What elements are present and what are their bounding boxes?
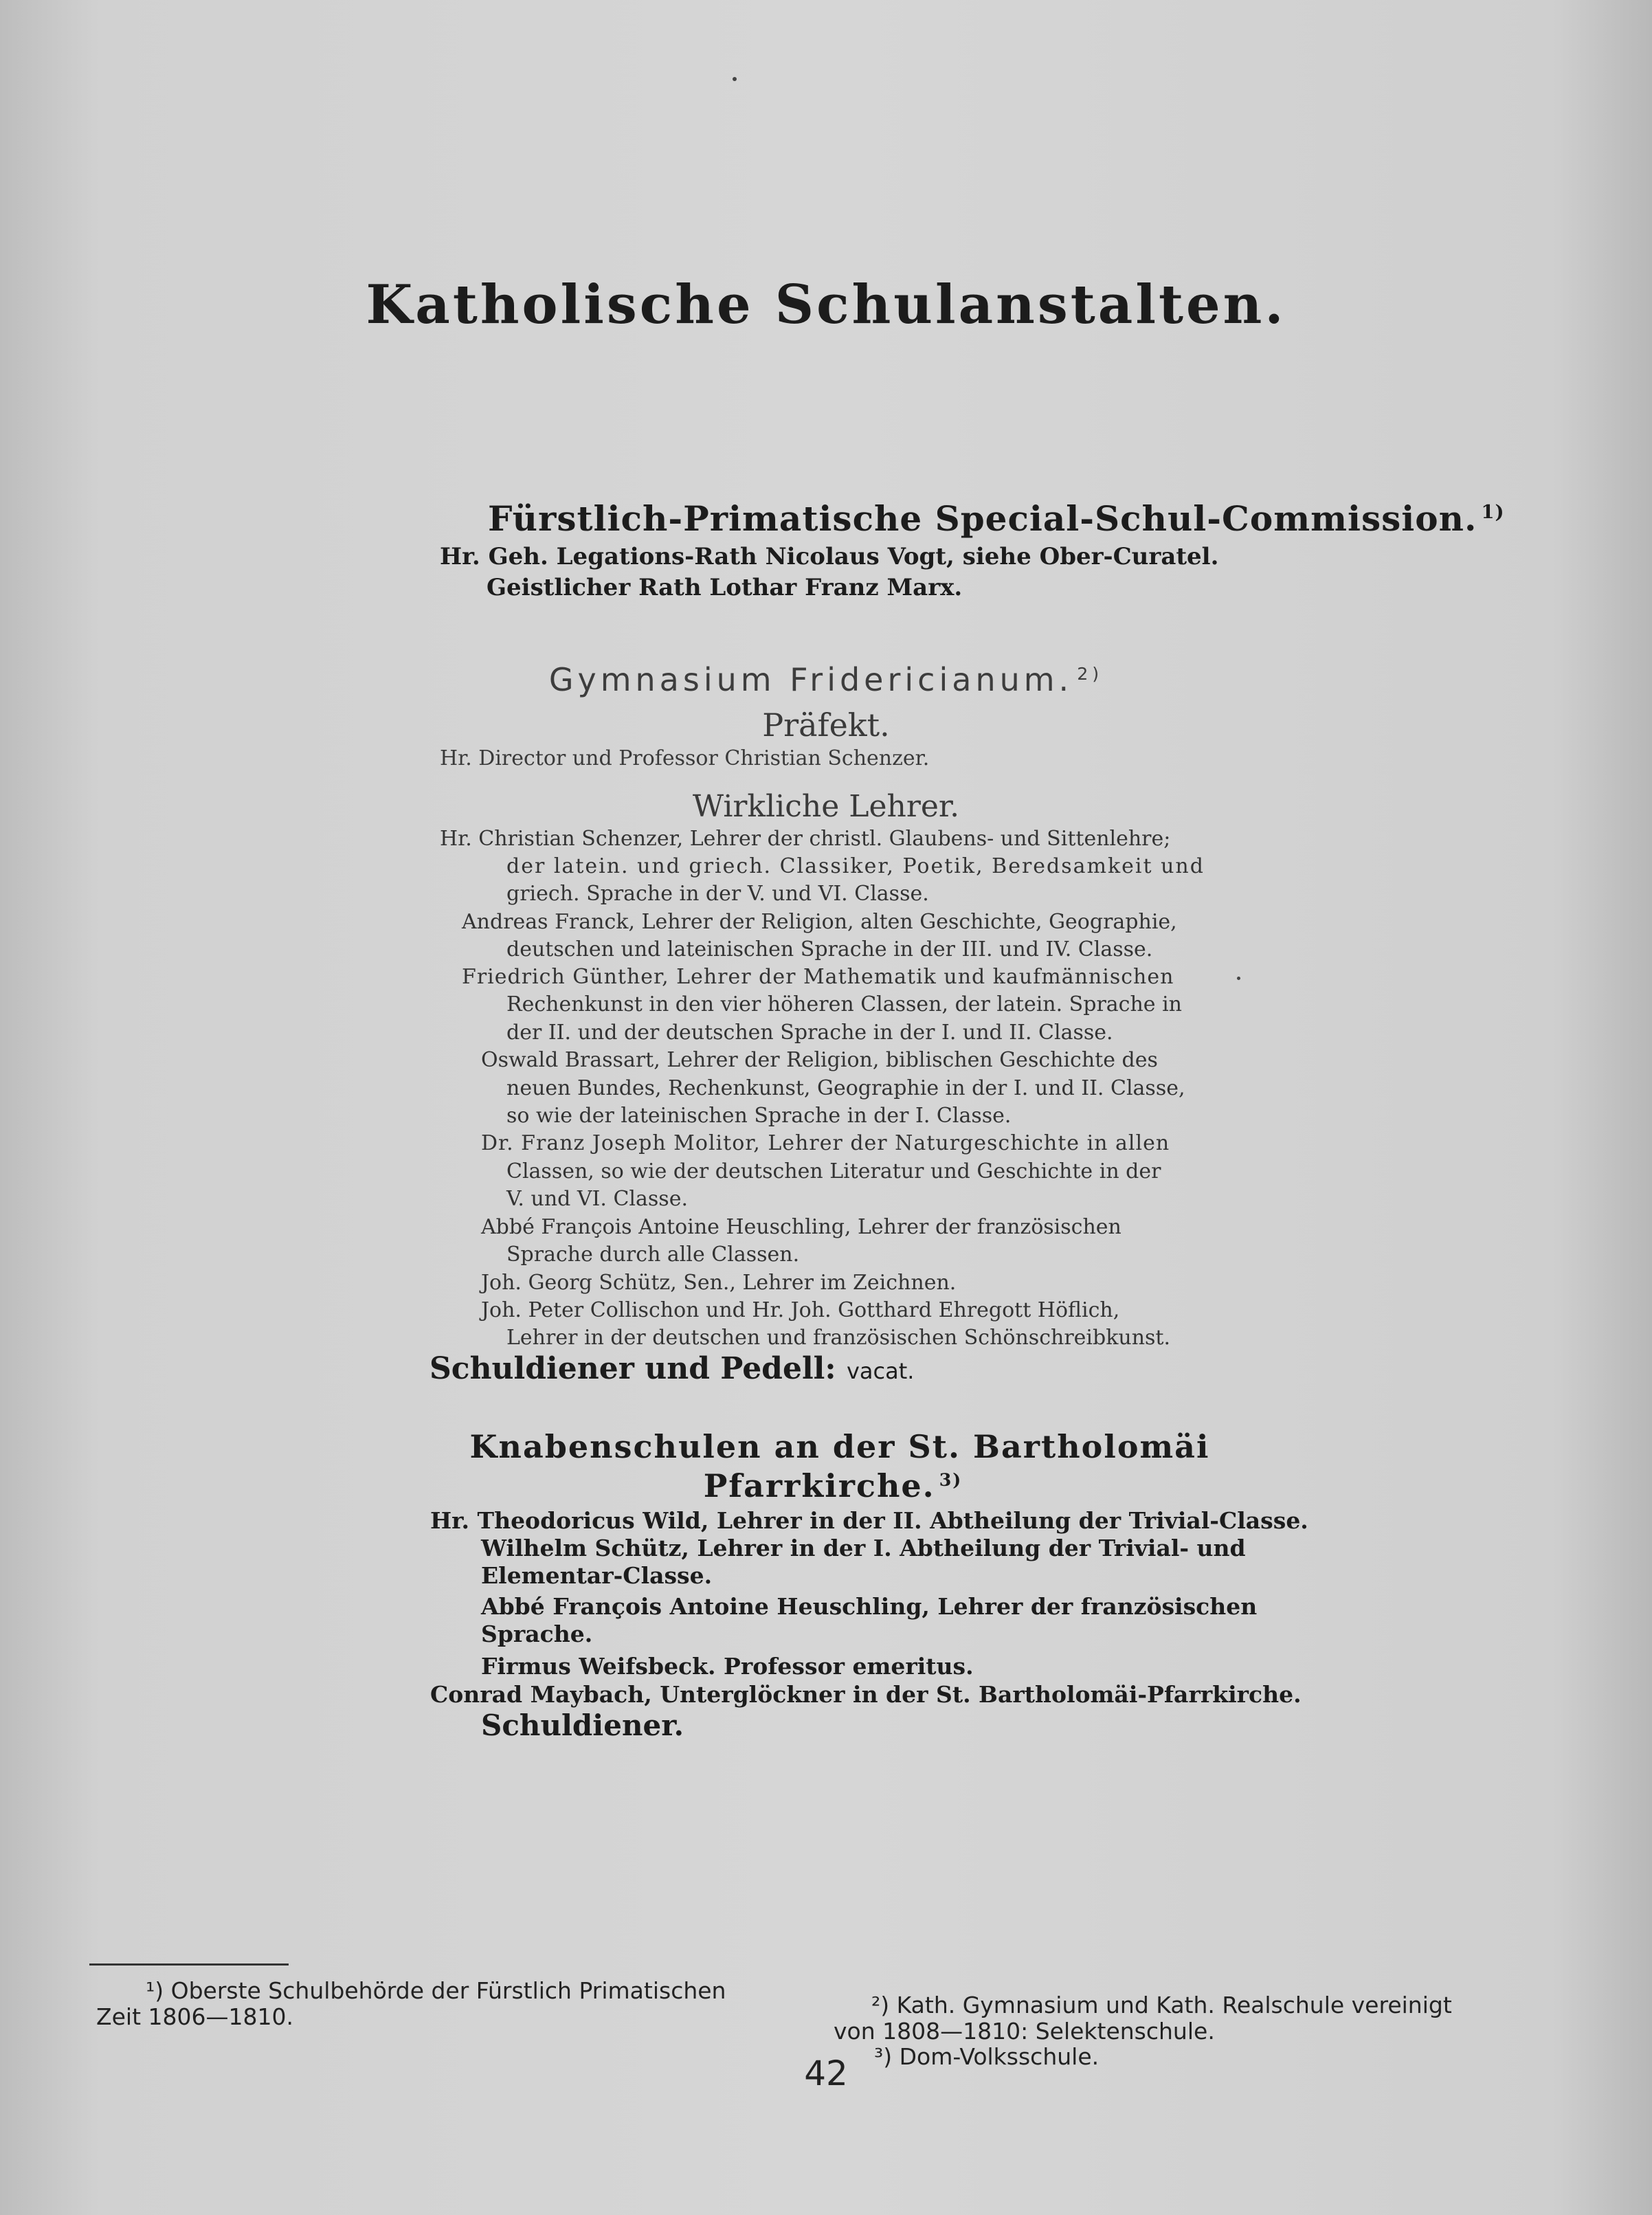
servant-label: Schuldiener und Pedell: — [429, 1351, 836, 1386]
boys-school-entry: Abbé François Antoine Heuschling, Lehrer der französischen — [481, 1593, 1258, 1620]
teacher-line: neuen Bundes, Rechenkunst, Geographie in der I. und II. Classe, — [506, 1076, 1185, 1100]
teacher-line: der II. und der deutschen Sprache in der I. und II. Classe. — [506, 1021, 1113, 1045]
boys-school-entry: Hr. Theodoricus Wild, Lehrer in der II. Abtheilung der Trivial-Classe. — [430, 1507, 1308, 1534]
footnote-1-line1: ¹) Oberste Schulbehörde der Fürstlich Primatischen — [146, 1977, 726, 2004]
teacher-line: Lehrer in der deutschen und französischen Schönschreibkunst. — [506, 1326, 1171, 1350]
commission-footnote-ref: 1) — [1481, 501, 1505, 524]
gymnasium-heading — [0, 661, 1652, 698]
teacher-line: Sprache durch alle Classen. — [506, 1243, 800, 1267]
teacher-line: Classen, so wie der deutschen Literatur und Geschichte in der — [506, 1159, 1161, 1183]
teacher-line: Andreas Franck, Lehrer der Religion, alten Geschichte, Geographie, — [462, 910, 1177, 934]
teacher-line: griech. Sprache in der V. und VI. Classe. — [506, 882, 929, 906]
teacher-line: Joh. Peter Collischon und Hr. Joh. Gotthard Ehregott Höflich, — [481, 1298, 1120, 1322]
footnote-1-line2: Zeit 1806—1810. — [96, 2003, 293, 2030]
boys-school-heading-line1: Knabenschulen an der St. Bartholomäi — [469, 1428, 1210, 1465]
boys-school-entry: Wilhelm Schütz, Lehrer in der I. Abtheilung der Trivial- und — [481, 1535, 1246, 1561]
boys-school-heading-line2 — [0, 1467, 1652, 1504]
teacher-line: Rechenkunst in den vier höheren Classen, der latein. Sprache in — [506, 992, 1182, 1016]
footnote-2-line1: ²) Kath. Gymnasium und Kath. Realschule vereinigt — [871, 1992, 1452, 2018]
teacher-line: Hr. Christian Schenzer, Lehrer der christl. Glaubens- und Sittenlehre; — [440, 827, 1171, 851]
teacher-line: Dr. Franz Joseph Molitor, Lehrer der Naturgeschichte in allen — [481, 1131, 1170, 1155]
boys-school-entry: Schuldiener. — [481, 1708, 684, 1742]
teachers-heading: Wirkliche Lehrer. — [692, 789, 960, 824]
teacher-line: deutschen und lateinischen Sprache in der III. und IV. Classe. — [506, 937, 1153, 961]
praefekt-entry: Hr. Director und Professor Christian Schenzer. — [440, 746, 930, 770]
boys-school-footnote-ref: 3) — [939, 1469, 963, 1490]
footnote-rule — [89, 1963, 289, 1966]
teacher-line: Joh. Georg Schütz, Sen., Lehrer im Zeichnen. — [481, 1271, 957, 1295]
gymnasium-heading-text: Gymnasium Fridericianum. — [548, 661, 1073, 698]
print-speck — [1237, 977, 1240, 980]
teacher-line: so wie der lateinischen Sprache in der I. Classe. — [506, 1104, 1012, 1128]
page-number: 42 — [804, 2053, 848, 2093]
gymnasium-footnote-ref: 2) — [1077, 663, 1104, 684]
gymnasium-servant — [429, 1351, 914, 1386]
teacher-line: Friedrich Günther, Lehrer der Mathematik und kaufmännischen — [462, 965, 1174, 989]
praefekt-heading: Präfekt. — [762, 706, 890, 744]
footnote-3: ³) Dom-Volksschule. — [874, 2043, 1100, 2070]
boys-school-entry: Firmus Weifsbeck. Professor emeritus. — [481, 1653, 974, 1680]
teacher-line: V. und VI. Classe. — [506, 1187, 688, 1211]
commission-member: Geistlicher Rath Lothar Franz Marx. — [487, 574, 963, 601]
teacher-line: Abbé François Antoine Heuschling, Lehrer der französischen — [481, 1215, 1121, 1239]
commission-heading — [488, 498, 1505, 539]
boys-school-entry: Sprache. — [481, 1621, 593, 1647]
commission-heading-text: Fürstlich-Primatische Special-Schul-Commission. — [488, 498, 1477, 539]
teacher-line: Oswald Brassart, Lehrer der Religion, biblischen Geschichte des — [481, 1048, 1158, 1072]
page-title: Katholische Schulanstalten. — [366, 274, 1286, 336]
boys-school-heading-text: Pfarrkirche. — [703, 1467, 935, 1504]
print-speck — [733, 77, 737, 81]
footnote-2-line2: von 1808—1810: Selektenschule. — [834, 2018, 1215, 2045]
servant-value: vacat. — [846, 1358, 915, 1384]
boys-school-entry: Conrad Maybach, Unterglöckner in der St. Bartholomäi-Pfarrkirche. — [430, 1681, 1302, 1708]
commission-member: Hr. Geh. Legations-Rath Nicolaus Vogt, siehe Ober-Curatel. — [440, 543, 1219, 570]
teacher-line: der latein. und griech. Classiker, Poetik, Beredsamkeit und — [506, 854, 1205, 878]
boys-school-entry: Elementar-Classe. — [481, 1562, 713, 1589]
